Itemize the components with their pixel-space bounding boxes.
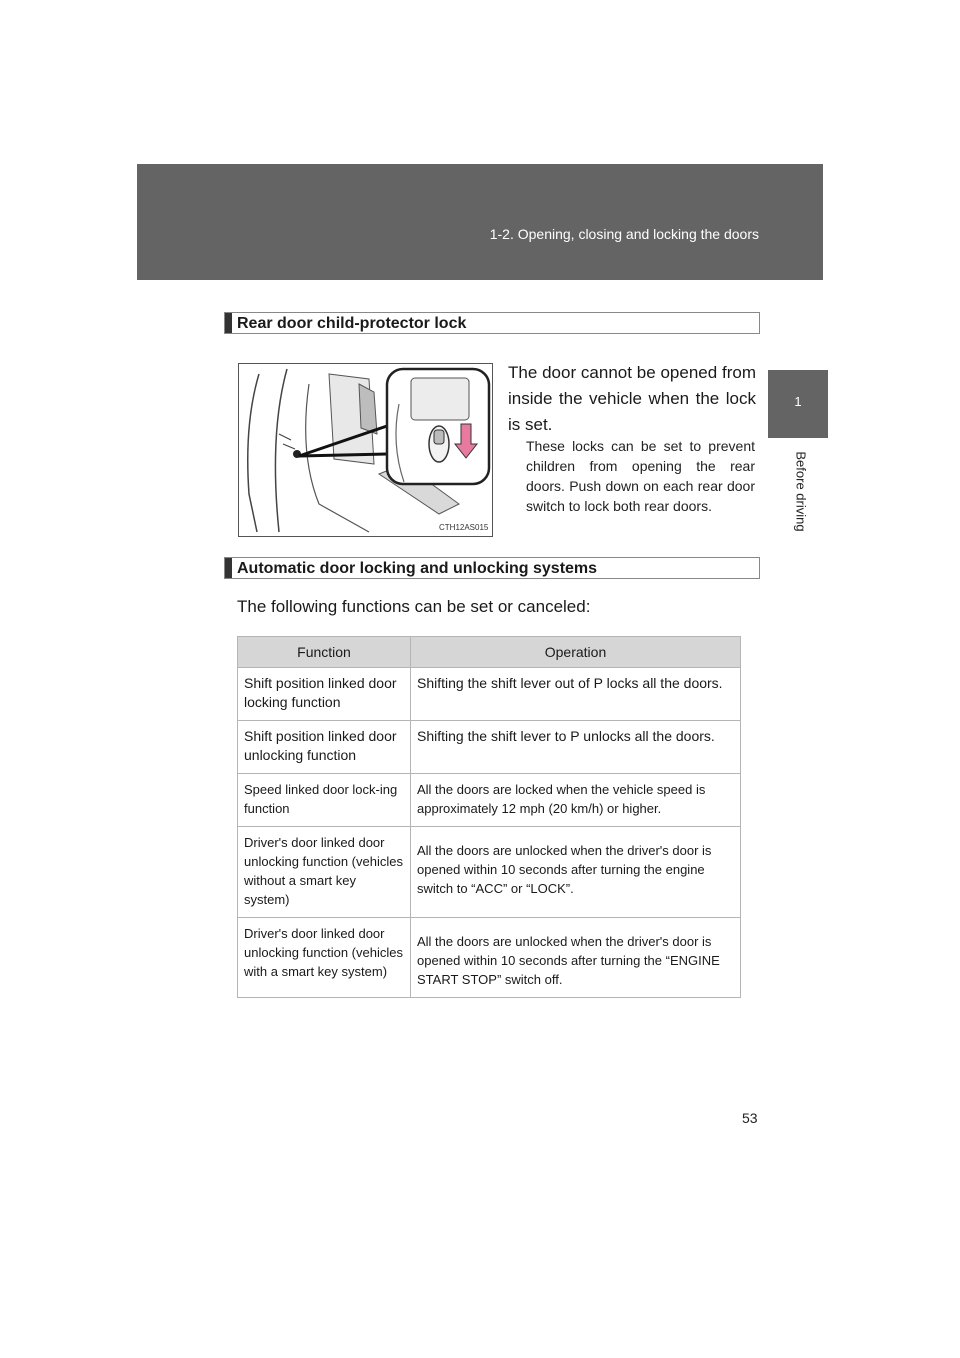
- table-cell-operation: All the doors are locked when the vehicle speed is approximately 12 mph (20 km/h) or higher.: [411, 774, 741, 827]
- table-header-function: Function: [238, 637, 411, 668]
- lead-paragraph: The door cannot be opened from inside the vehicle when the lock is set.: [508, 363, 756, 434]
- section-heading-text: Rear door child-protector lock: [237, 315, 467, 332]
- page-number: 53: [742, 1110, 758, 1126]
- table-cell-operation: Shifting the shift lever out of P locks all the doors.: [411, 668, 741, 721]
- heading-marker: [225, 313, 232, 333]
- child-lock-illustration: [238, 363, 493, 537]
- chapter-side-label: [791, 442, 809, 542]
- table-row: [238, 721, 741, 774]
- table-row: [238, 918, 741, 998]
- table-cell-operation: All the doors are unlocked when the driver's door is opened within 10 seconds after turning the “ENGINE START STOP” switch off.: [411, 918, 741, 998]
- functions-table: [237, 636, 741, 998]
- table-cell-operation: Shifting the shift lever to P unlocks all the doors.: [411, 721, 741, 774]
- chapter-tab: [768, 370, 828, 438]
- chapter-title: 1-2. Opening, closing and locking the doors: [489, 226, 759, 242]
- table-row: [238, 774, 741, 827]
- table-header-operation: Operation: [411, 637, 741, 668]
- table-cell-function: Driver's door linked door unlocking function (vehicles with a smart key system): [238, 918, 411, 998]
- note-paragraph: These locks can be set to prevent children from opening the rear doors. Push down on each rear door switch to lock both rear doors.: [526, 438, 755, 514]
- chapter-side-label-text: Before driving: [793, 451, 809, 532]
- table-cell-function: Shift position linked door locking function: [238, 668, 411, 721]
- chapter-tab-number: 1: [794, 394, 802, 409]
- table-cell-function: Shift position linked door unlocking function: [238, 721, 411, 774]
- table-cell-function: Speed linked door lock-ing function: [238, 774, 411, 827]
- door-lock-drawing: [239, 364, 492, 536]
- chapter-header: [137, 164, 823, 280]
- section-heading-auto-lock: [224, 557, 760, 579]
- table-row: [238, 827, 741, 918]
- section-heading-text: Automatic door locking and unlocking systems: [237, 560, 598, 577]
- table-row: [238, 668, 741, 721]
- heading-marker: [225, 558, 232, 578]
- figure-code: CTH12AS015: [439, 523, 489, 532]
- intro-paragraph: The following functions can be set or canceled:: [237, 597, 591, 616]
- table-cell-function: Driver's door linked door unlocking function (vehicles without a smart key system): [238, 827, 411, 918]
- table-header-row: [238, 637, 741, 668]
- section-heading-child-lock: [224, 312, 760, 334]
- table-cell-operation: All the doors are unlocked when the driver's door is opened within 10 seconds after turning the engine switch to “ACC” or “LOCK”.: [411, 827, 741, 918]
